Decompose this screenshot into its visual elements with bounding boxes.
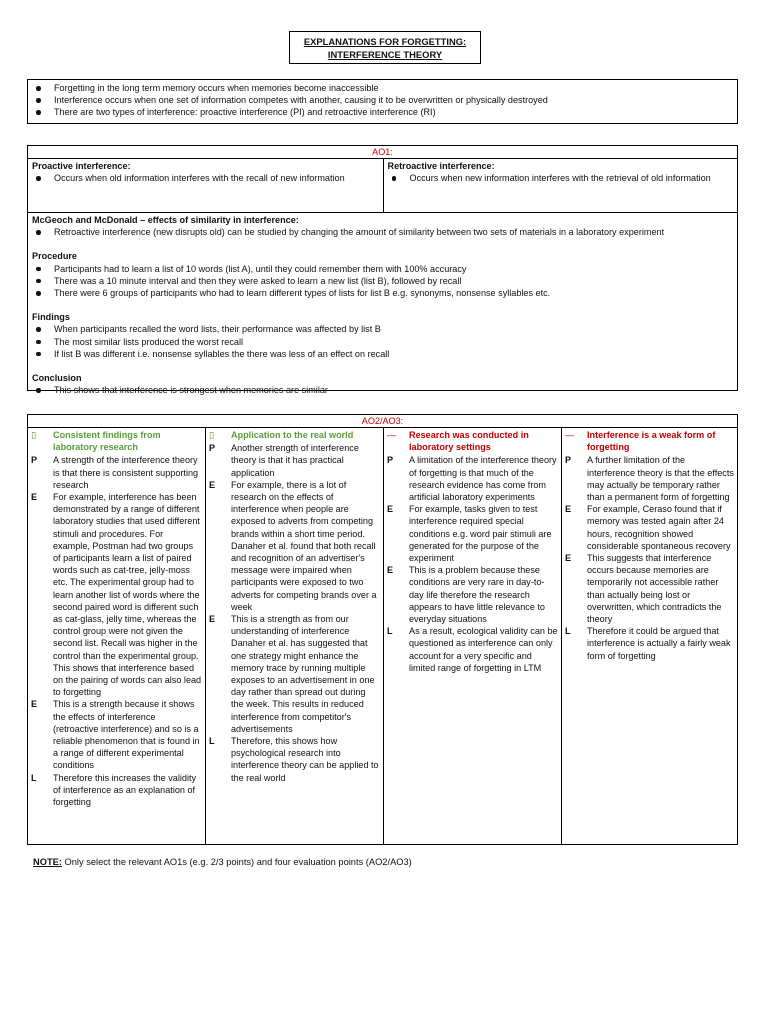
intro-list (32, 82, 733, 119)
row-text: For example, interference has been demonstrated by a range of different laboratory studies that used different stimuli and procedures. For example, Postman had two groups of participants learn a list of paired words such as cat-tree, jelly-moss etc. The experimental group had to learn another list of words where the second paired word is different such as cat-glass, jelly time, whereas the control group were not given the second list. Recall was higher in the control than the experimental group. This shows that interference based on the pairing of words can also lead to forgetting (53, 492, 202, 698)
retroactive-cell (384, 159, 738, 212)
row-key: P (565, 455, 572, 466)
table-row (387, 564, 558, 625)
column-title: Research was conducted in laboratory settings (409, 430, 529, 453)
study-label: McGeoch and McDonald – effects of similarity in interference: (32, 215, 299, 225)
column-heading (565, 429, 734, 453)
list-item: The most similar lists produced the worst recall (32, 336, 733, 348)
dash-icon: — (387, 430, 397, 440)
row-text: This is a strength because it shows the effects of interference (retroactive interference) and so is a reliable phenomenon that is found in a range of different experimental conditions (53, 699, 200, 771)
study-body (28, 213, 737, 397)
row-key: L (31, 772, 37, 783)
table-row (387, 625, 558, 674)
table-row (209, 442, 380, 479)
eval-column-real-world (206, 428, 384, 844)
table-row (209, 479, 380, 613)
table-row (209, 735, 380, 784)
table-row (31, 698, 202, 771)
list-item: Interference occurs when one set of information competes with another, causing it to be overwritten or physically destroyed (32, 94, 733, 106)
table-row (565, 625, 734, 662)
title-line-1: EXPLANATIONS FOR FORGETTING: (303, 36, 467, 47)
list-item: Participants had to learn a list of 10 words (list A), until they could remember them with 100% accuracy (32, 263, 733, 275)
document-title (289, 31, 481, 64)
column-heading (31, 429, 202, 453)
interference-types (28, 159, 737, 213)
eval-column-weak-forgetting (562, 428, 737, 844)
row-key: L (387, 626, 393, 637)
ao1-section (27, 145, 738, 396)
row-key: L (209, 736, 215, 747)
column-title: Interference is a weak form of forgetting (587, 430, 716, 453)
row-text: A strength of the interference theory is that there is consistent supporting research (53, 455, 199, 490)
list-item: Retroactive interference (new disrupts old) can be studied by changing the amount of similarity between two sets of materials in a laboratory experiment (32, 226, 733, 238)
row-text: For example, tasks given to test interference required special conditions e.g. word pair stimuli are generated for the purpose of the experiment (409, 504, 552, 564)
dash-icon: — (565, 430, 575, 440)
ao1-heading: AO1: (28, 146, 737, 159)
eval-column-laboratory-settings (384, 428, 562, 844)
procedure-label: Procedure (32, 251, 77, 262)
findings-label: Findings (32, 312, 70, 323)
row-key: E (31, 492, 38, 503)
list-item: Occurs when new information interferes with the retrieval of old information (388, 172, 734, 184)
row-text: This suggests that interference occurs because memories are temporarily not accessible rather than actually being lost or overwritten, which contradicts the theory (587, 553, 722, 625)
row-key: E (31, 699, 38, 710)
row-key: P (209, 443, 216, 454)
table-row (565, 454, 734, 503)
checkbox-icon: ▯ (31, 430, 37, 440)
row-text: For example, there is a lot of research on the effects of interference when people are exposed to adverts from competing brands within a short time period. Danaher et al. found that both recall and recognition of an advertiser's message were impaired when participants were exposed to two adverts for competing brands over a week (231, 479, 377, 612)
column-heading (209, 429, 380, 441)
column-heading (387, 429, 558, 453)
ao2-ao3-section (27, 414, 738, 845)
list-item: This shows that interference is strongest when memories are similar (32, 384, 733, 396)
table-row (565, 552, 734, 625)
row-text: For example, Ceraso found that if memory was tested again after 24 hours, recognition showed considerable spontaneous recovery (587, 504, 731, 551)
row-text: This is a problem because these conditions are very rare in day-to-day life therefore the research appears to have little relevance to everyday situations (409, 565, 545, 625)
table-row (387, 503, 558, 564)
retroactive-label: Retroactive interference: (387, 161, 495, 171)
note-label: NOTE: (33, 857, 62, 867)
row-text: As a result, ecological validity can be questioned as interference can only account for a very specific and limited range of forgetting in LTM (409, 626, 558, 673)
proactive-cell (28, 159, 384, 212)
ao2-heading: AO2/AO3: (28, 415, 737, 428)
list-item: There are two types of interference: proactive interference (PI) and retroactive interference (RI) (32, 106, 733, 118)
row-text: Therefore, this shows how psychological research into interference theory can be applied to the real world (231, 736, 379, 783)
footer-note (33, 856, 412, 868)
row-text: Therefore this increases the validity of interference as an explanation of forgetting (53, 772, 197, 808)
row-key: L (565, 626, 571, 637)
list-item: Occurs when old information interferes with the recall of new information (32, 172, 379, 184)
row-text: A further limitation of the interference theory is that the effects may actually be temporary rather than a permanent form of forgetting (587, 455, 734, 503)
row-key: E (565, 504, 572, 515)
evaluation-columns (28, 428, 737, 844)
row-key: E (565, 553, 572, 564)
table-row (387, 454, 558, 503)
row-text: This is a strength as from our understanding of interference Danaher et al. has suggested that one strategy might enhance the memory trace by running multiple exposes to an advertisement in one day rather than spread out during the week. This results in reduced interference from competitor's advertisements (231, 614, 375, 734)
intro-box (27, 79, 738, 124)
column-title: Application to the real world (231, 430, 354, 440)
title-line-2: INTERFERENCE THEORY (327, 48, 443, 60)
table-row (565, 503, 734, 552)
list-item: There was a 10 minute interval and then they were asked to learn a new list (list B), followed by recall (32, 275, 733, 287)
eval-column-laboratory-findings (28, 428, 206, 844)
column-title: Consistent findings from laboratory research (53, 430, 161, 453)
note-text: Only select the relevant AO1s (e.g. 2/3 points) and four evaluation points (AO2/AO3) (61, 857, 412, 867)
list-item: If list B was different i.e. nonsense syllables the there was less of an effect on recall (32, 348, 733, 360)
list-item: Forgetting in the long term memory occurs when memories become inaccessible (32, 82, 733, 94)
checkbox-icon: ▯ (209, 430, 215, 440)
row-key: E (387, 565, 394, 576)
row-key: P (387, 455, 394, 466)
row-key: P (31, 455, 38, 466)
table-row (31, 491, 202, 698)
conclusion-label: Conclusion (32, 373, 82, 384)
row-text: Therefore it could be argued that interference is actually a fairly weak form of forgetting (587, 626, 731, 661)
table-row (209, 613, 380, 735)
list-item: When participants recalled the word lists, their performance was affected by list B (32, 323, 733, 335)
row-text: Another strength of interference theory is that it has practical application (231, 443, 359, 478)
row-key: E (387, 504, 394, 515)
row-text: A limitation of the interference theory of forgetting is that much of the research evidence has come from artificial laboratory experiments (409, 455, 557, 503)
table-row (31, 454, 202, 491)
row-key: E (209, 479, 216, 490)
proactive-label: Proactive interference: (32, 161, 131, 171)
list-item: There were 6 groups of participants who had to learn different types of lists for list B e.g. synonyms, nonsense syllables etc. (32, 287, 733, 299)
row-key: E (209, 614, 216, 625)
table-row (31, 772, 202, 809)
